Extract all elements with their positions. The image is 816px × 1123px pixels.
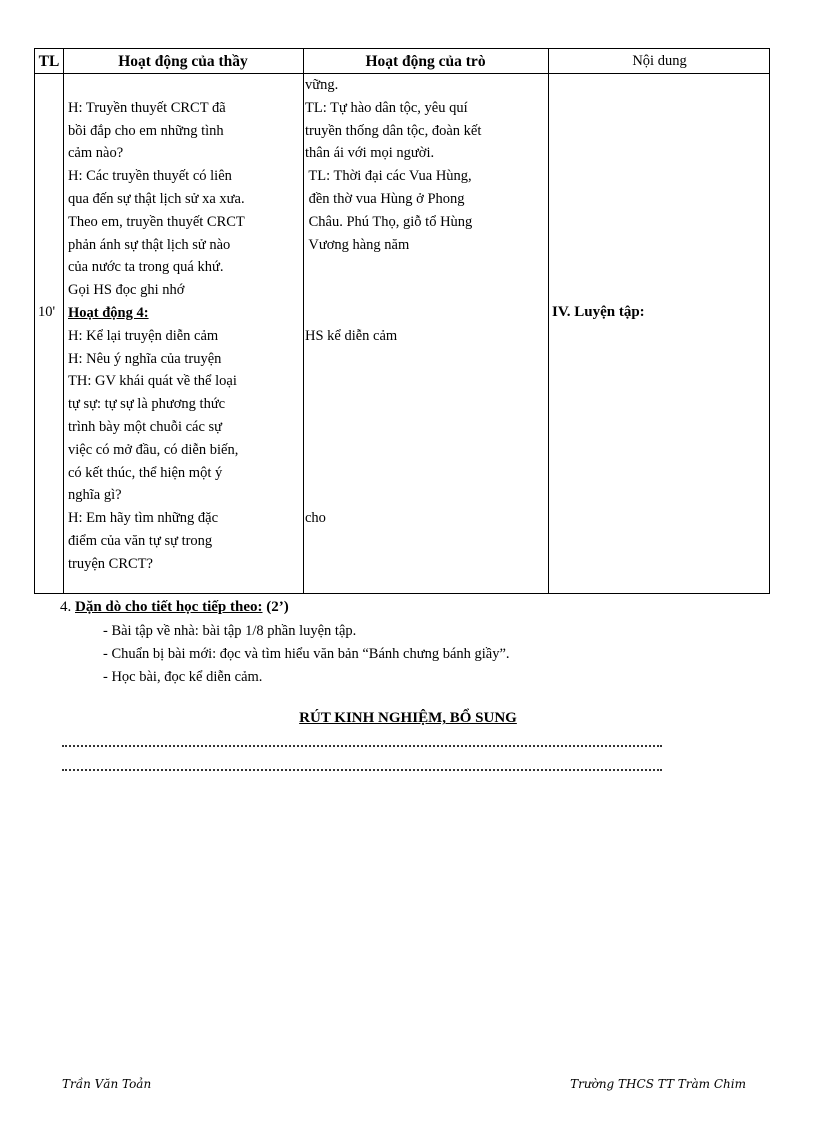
teacher-line: truyện CRCT? [68,555,153,572]
student-line: Châu. Phú Thọ, giỗ tổ Hùng [305,213,473,230]
teacher-line: trình bày một chuỗi các sự [68,418,223,435]
content-heading: IV. Luyện tập: [552,304,645,320]
header-content: Nội dung [632,53,687,69]
section-time: (2’) [262,599,289,615]
section-title: Dặn dò cho tiết học tiếp theo: [75,599,263,615]
dotted-line [62,767,662,771]
student-line: TL: Thời đại các Vua Hùng, [305,168,472,185]
column-divider [303,49,304,593]
column-divider [63,49,64,593]
header-tl: TL [38,53,60,70]
teacher-line [68,74,245,97]
teacher-line: tự sự: tự sự là phương thức [68,396,226,413]
student-cho: cho [305,510,326,526]
student-line: Vương hàng năm [305,236,410,253]
teacher-line: của nước ta trong quá khứ. [68,259,224,276]
teacher-line: việc có mở đầu, có diễn biến, [68,441,239,458]
teacher-line: phản ánh sự thật lịch sử nào [68,236,231,253]
teacher-line: điểm của văn tự sự trong [68,532,213,549]
review-title: RÚT KINH NGHIỆM, BỔ SUNG [299,710,517,726]
time-value: 10' [38,304,56,320]
footer-school: Trường THCS TT Tràm Chim [570,1077,746,1091]
teacher-line: Gọi HS đọc ghi nhớ [68,282,185,299]
teacher-line: H: Các truyền thuyết có liên [68,168,232,185]
student-line: truyền thống dân tộc, đoàn kết [305,122,482,139]
teacher-line: TH: GV khái quát về thể loại [68,373,237,390]
teacher-line: nghĩa gì? [68,487,122,504]
dotted-line [62,743,662,747]
teacher-line: Theo em, truyền thuyết CRCT [68,213,245,230]
lesson-table [34,48,770,594]
list-item: - Chuẩn bị bài mới: đọc và tìm hiểu văn bản “Bánh chưng bánh giầy”. [103,646,510,662]
section-4 [60,596,289,619]
teacher-line: H: Nêu ý nghĩa của truyện [68,350,222,367]
header-student: Hoạt động của trò [365,53,486,70]
teacher-line: H: Truyền thuyết CRCT đã [68,99,226,116]
list-item: - Học bài, đọc kể diễn cảm. [103,669,263,685]
section-number: 4. [60,599,75,615]
teacher-line: H: Kể lại truyện diễn cảm [68,327,219,344]
activity-heading: Hoạt động 4: [68,304,149,321]
student-line: vững. [305,77,339,93]
homework-list [103,620,510,689]
student-tell: HS kể diễn cảm [305,328,398,344]
teacher-line: H: Em hãy tìm những đặc [68,510,219,527]
teacher-line: cảm nào? [68,145,124,162]
teacher-line: qua đến sự thật lịch sử xa xưa. [68,190,245,207]
student-line: đền thờ vua Hùng ở Phong [305,190,465,207]
student-line: thân ái với mọi người. [305,145,435,162]
column-divider [548,49,549,593]
header-teacher: Hoạt động của thầy [118,53,248,70]
list-item: - Bài tập về nhà: bài tập 1/8 phần luyện tập. [103,623,357,639]
student-line: TL: Tự hào dân tộc, yêu quí [305,99,468,116]
footer-author: Trần Văn Toản [62,1077,152,1091]
student-activity [305,74,481,256]
teacher-activity [68,74,245,576]
teacher-line: có kết thúc, thể hiện một ý [68,464,223,481]
teacher-line: bồi đắp cho em những tình [68,122,224,139]
